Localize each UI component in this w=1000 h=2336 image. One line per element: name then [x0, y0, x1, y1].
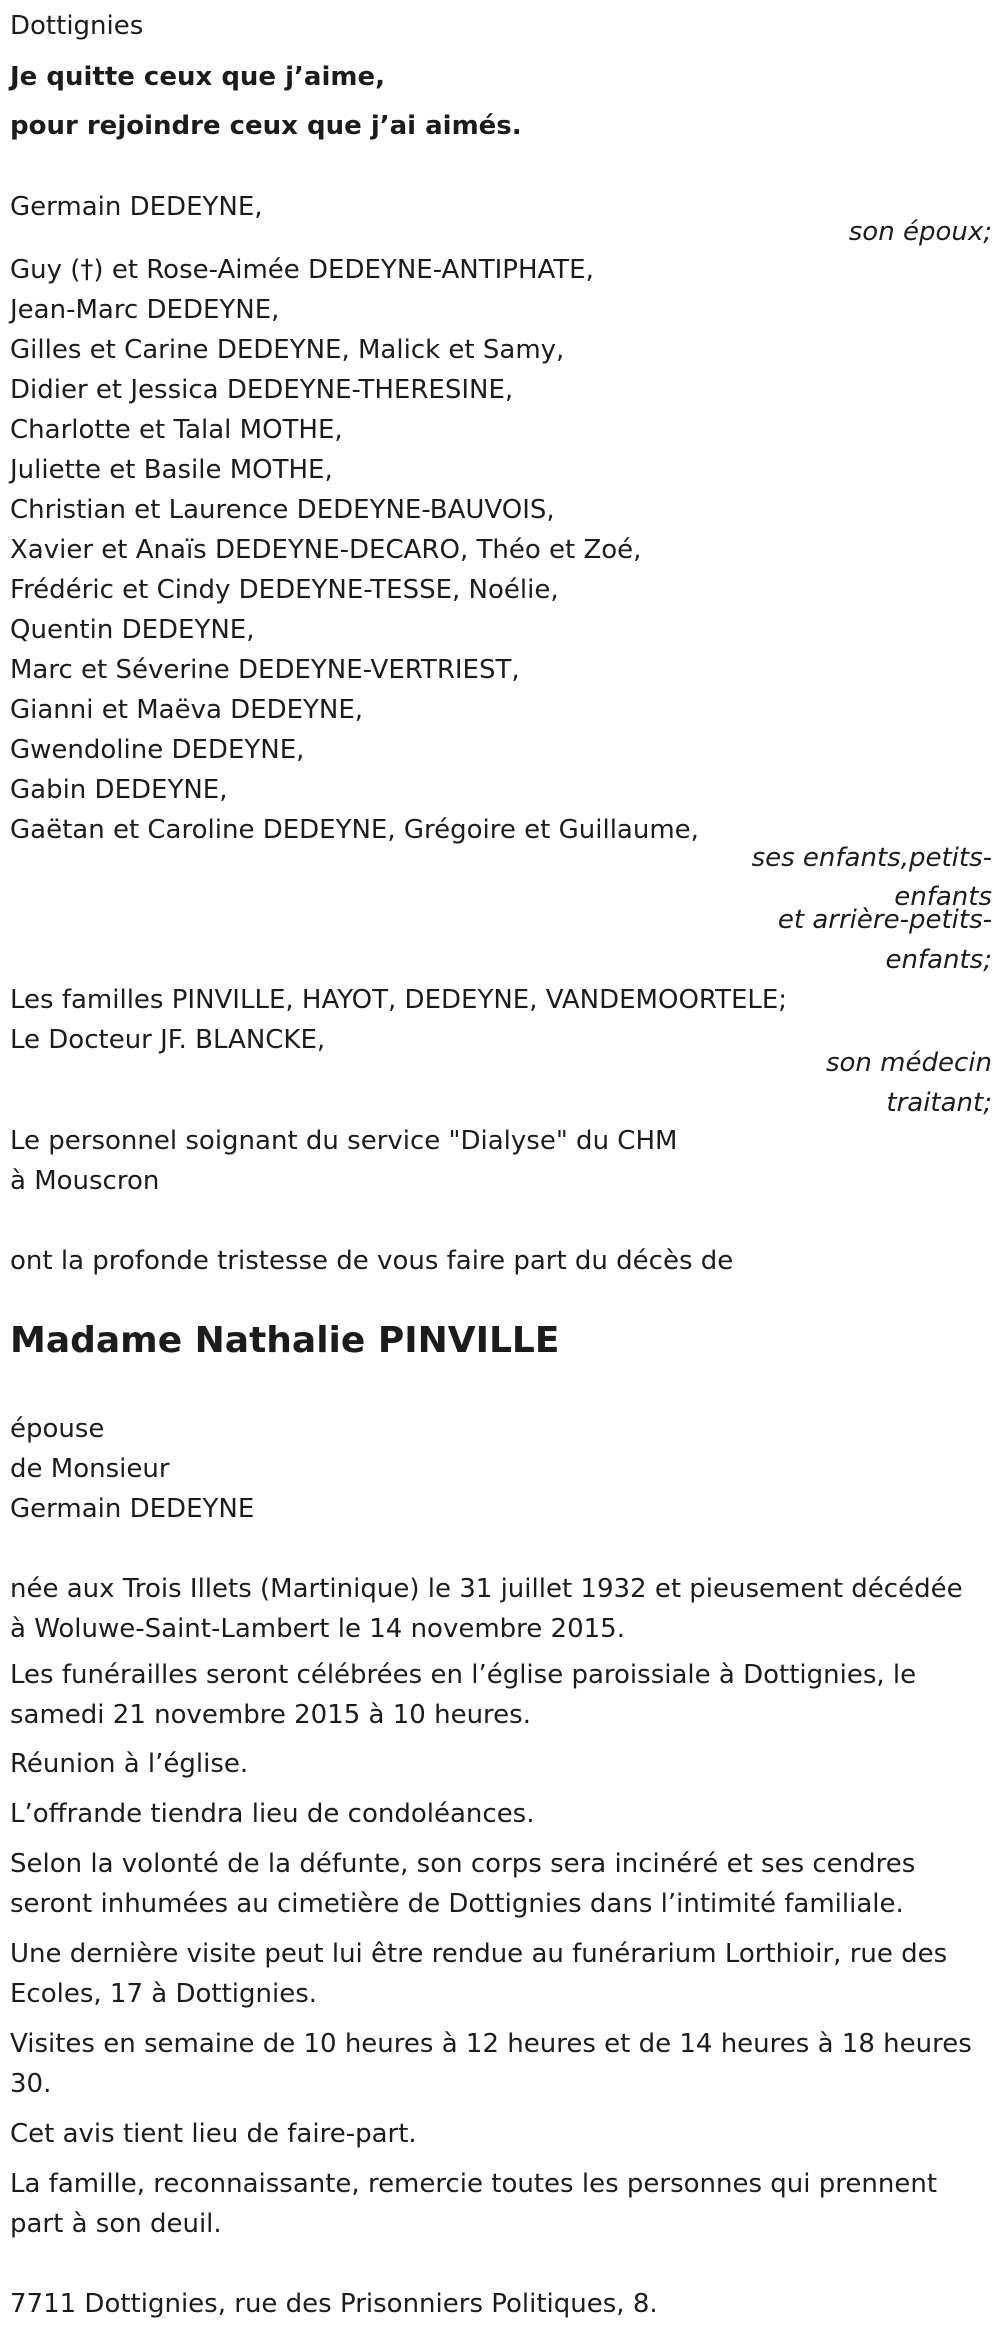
spouse-line: épouse: [10, 1414, 105, 1444]
children-list-item: Charlotte et Talal MOTHE,: [10, 415, 343, 445]
children-list-item: Jean-Marc DEDEYNE,: [10, 295, 280, 325]
deceased-name: Madame Nathalie PINVILLE: [10, 1320, 560, 1361]
paragraph-cremation: Selon la volonté de la défunte, son corps sera incinéré et ses cendres seront inhumées au cimetière de Dottignies dans l’intimité familiale.: [10, 1849, 916, 1919]
address-line: 7711 Dottignies, rue des Prisonniers Politiques, 8.: [10, 2289, 658, 2319]
children-list-item: Gaëtan et Caroline DEDEYNE, Grégoire et Guillaume,: [10, 815, 699, 845]
paragraph-offering: L’offrande tiendra lieu de condoléances.: [10, 1799, 535, 1829]
children-list-item: Didier et Jessica DEDEYNE-THERESINE,: [10, 375, 514, 405]
children-list-item: Gwendoline DEDEYNE,: [10, 735, 305, 765]
children-list-item: Xavier et Anaïs DEDEYNE-DECARO, Théo et Zoé,: [10, 535, 642, 565]
doctor-name: Le Docteur JF. BLANCKE,: [10, 1025, 326, 1055]
children-list-item: Guy (†) et Rose-Aimée DEDEYNE-ANTIPHATE,: [10, 255, 594, 285]
spouse-line: de Monsieur: [10, 1454, 170, 1484]
paragraph-visit: Une dernière visite peut lui être rendue au funérarium Lorthioir, rue des Ecoles, 17 à Dottignies.: [10, 1939, 948, 2009]
spouse-line: Germain DEDEYNE: [10, 1494, 255, 1524]
children-list-item: Frédéric et Cindy DEDEYNE-TESSE, Noélie,: [10, 575, 559, 605]
husband-name: Germain DEDEYNE,: [10, 192, 263, 222]
children-list-item: Juliette et Basile MOTHE,: [10, 455, 333, 485]
children-role-line: et arrière-petits-: [777, 905, 992, 935]
children-role-line: enfants: [894, 882, 992, 912]
husband-role: son époux;: [848, 217, 992, 247]
paragraph-thanks: La famille, reconnaissante, remercie toutes les personnes qui prennent part à son deuil.: [10, 2169, 938, 2239]
announcement-text: ont la profonde tristesse de vous faire part du décès de: [10, 1246, 734, 1276]
children-role-line: ses enfants,petits-: [751, 843, 992, 873]
staff-line-2: à Mouscron: [10, 1166, 160, 1196]
staff-line-1: Le personnel soignant du service "Dialyse" du CHM: [10, 1126, 678, 1156]
children-list-item: Christian et Laurence DEDEYNE-BAUVOIS,: [10, 495, 555, 525]
children-list-item: Marc et Séverine DEDEYNE-VERTRIEST,: [10, 655, 520, 685]
place-heading: Dottignies: [10, 11, 144, 41]
families-line: Les familles PINVILLE, HAYOT, DEDEYNE, VANDEMOORTELE;: [10, 985, 788, 1015]
paragraph-notice: Cet avis tient lieu de faire-part.: [10, 2119, 417, 2149]
doctor-role-line-2: traitant;: [886, 1088, 992, 1118]
children-list-item: Gabin DEDEYNE,: [10, 775, 228, 805]
children-list-item: Gianni et Maëva DEDEYNE,: [10, 695, 364, 725]
children-role-line: enfants;: [885, 945, 992, 975]
paragraph-birth-death: née aux Trois Illets (Martinique) le 31 juillet 1932 et pieusement décédée à Woluwe-Saint-Lambert le 14 novembre 2015.: [10, 1574, 963, 1644]
quote-line-1: Je quitte ceux que j’aime,: [10, 62, 385, 92]
paragraph-funeral: Les funérailles seront célébrées en l’église paroissiale à Dottignies, le samedi 21 novembre 2015 à 10 heures.: [10, 1660, 917, 1730]
paragraph-reunion: Réunion à l’église.: [10, 1749, 249, 1779]
children-list-item: Gilles et Carine DEDEYNE, Malick et Samy,: [10, 335, 565, 365]
doctor-role-line-1: son médecin: [825, 1048, 992, 1078]
paragraph-visit-hours: Visites en semaine de 10 heures à 12 heures et de 14 heures à 18 heures 30.: [10, 2029, 972, 2099]
quote-line-2: pour rejoindre ceux que j’ai aimés.: [10, 111, 522, 141]
children-list-item: Quentin DEDEYNE,: [10, 615, 255, 645]
